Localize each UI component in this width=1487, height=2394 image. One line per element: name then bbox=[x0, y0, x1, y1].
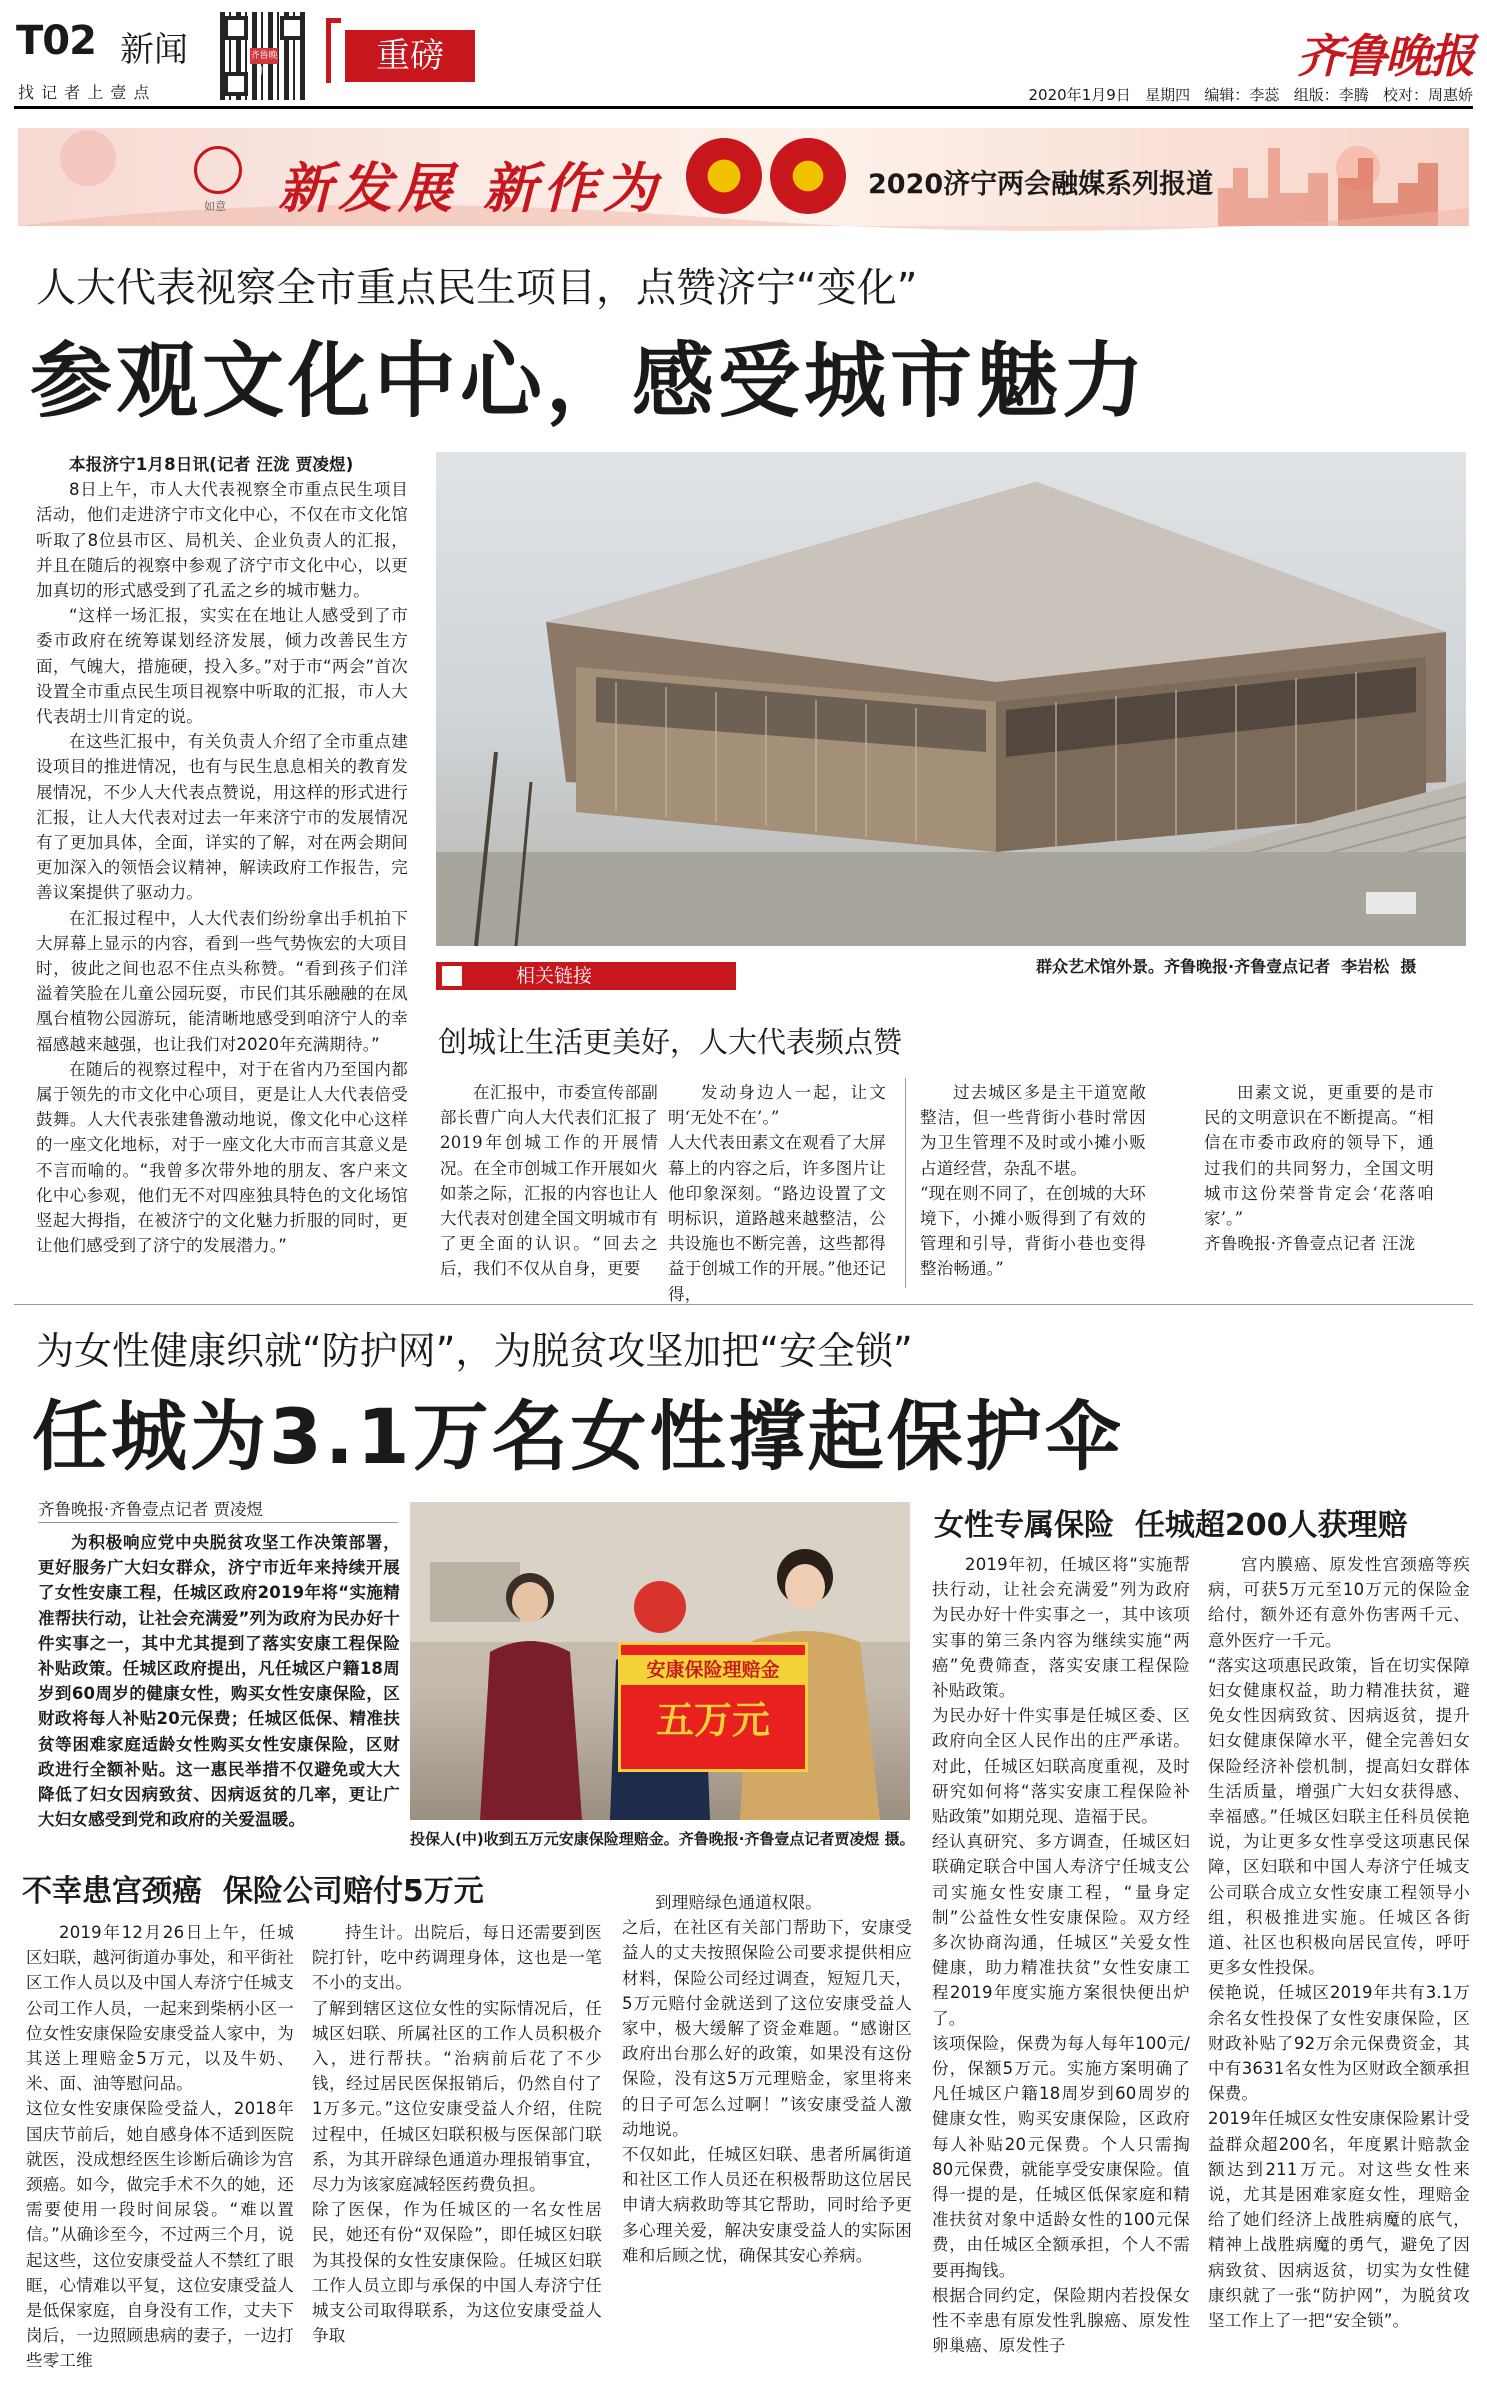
story2-subhead-1: 不幸患宫颈癌 保险公司赔付5万元 bbox=[22, 1874, 484, 1909]
related-col-2 bbox=[668, 1080, 886, 1304]
related-text: 田素文说，更重要的是市民的文明意识在不断提高。“相信在市委市政府的领导下，通过我们的共同努力，全国文明城市这份荣誉肯定会‘花落咱家’。” 齐鲁晚报·齐鲁壹点记者 汪泷 bbox=[1204, 1083, 1434, 1254]
sub1-col-1 bbox=[26, 1920, 294, 2380]
related-tag-label: 相关链接 bbox=[516, 965, 593, 987]
story2-subhead-2: 女性专属保险 任城超200人获理赔 bbox=[934, 1508, 1408, 1543]
related-col-1 bbox=[440, 1080, 658, 1294]
emblem-icon-1 bbox=[686, 138, 762, 214]
header-rule bbox=[14, 106, 1473, 109]
related-tag bbox=[436, 962, 736, 990]
byline-rule bbox=[38, 1522, 398, 1523]
culture-center-photo bbox=[436, 452, 1466, 946]
qr-code-icon[interactable] bbox=[220, 12, 308, 100]
story1-byline: 本报济宁1月8日讯(记者 汪泷 贾凌煜) bbox=[69, 455, 354, 474]
story1-paragraph: 在汇报过程中，人大代表们纷纷拿出手机拍下大屏幕上显示的内容，看到一些气势恢宏的大项目时，彼此之间也忍不住点头称赞。“看到孩子们洋溢着笑脸在儿童公园玩耍，市民们其乐融融的在凤凰台植物公园游玩，能清晰地感受到咱济宁人的幸福感越来越强，也让我们对2020年充满期待。” bbox=[36, 908, 408, 1054]
banner bbox=[18, 128, 1469, 226]
story2-byline: 齐鲁晚报·齐鲁壹点记者 贾凌煜 bbox=[38, 1500, 263, 1519]
dateline: 2020年1月9日 星期四 编辑：李蕊 组版：李腾 校对：周惠娇 bbox=[1028, 86, 1473, 104]
related-col-4 bbox=[1204, 1080, 1434, 1294]
sub1-col-3 bbox=[622, 1890, 912, 2380]
story-separator bbox=[14, 1304, 1473, 1305]
related-title: 创城让生活更美好，人大代表频点赞 bbox=[438, 1025, 903, 1059]
page-number: T02 bbox=[16, 18, 96, 64]
sub2-col-2 bbox=[1208, 1552, 1470, 2382]
banner-series-title: 2020济宁两会融媒系列报道 bbox=[868, 169, 1214, 200]
related-text: 过去城区多是主干道宽敞整洁，但一些背街小巷时常因为卫生管理不及时或小摊小贩占道经营，杂乱不堪。 “现在则不同了，在创城的大环境下，小摊小贩得到了有效的管理和引导，背街小巷也变得整治畅通。” bbox=[920, 1083, 1146, 1279]
claim-board bbox=[618, 1642, 808, 1772]
tag-square-icon bbox=[442, 966, 462, 986]
related-col-3 bbox=[920, 1080, 1146, 1294]
section-tag: 重磅 bbox=[345, 30, 475, 82]
story1-headline: 参观文化中心，感受城市魅力 bbox=[30, 334, 1149, 429]
claim-board-amount: 五万元 bbox=[655, 1698, 770, 1742]
sub1-text: 到理赔绿色通道权限。 之后，在社区有关部门帮助下，安康受益人的丈夫按照保险公司要求提供相应材料，保险公司经过调查，短短几天，5万元赔付金就送到了这位安康受益人家中，极大缓解了资金难题。“感谢区政府出台那么好的政策，如果没有这份保险，没有这5万元理赔金，家里将来的日子可怎么过啊！”该安康受益人激动地说。 不仅如此，任城区妇联、患者所属街道和社区工作人员还在积极帮助这位居民申请大病救助等其它帮助，同时给予更多心理关爱，解决安康受益人的实际困难和后顾之忧，确保其安心养病。 bbox=[622, 1893, 912, 2265]
story1-paragraph: “这样一场汇报，实实在在地让人感受到了市委市政府在统筹谋划经济发展，倾力改善民生方面，气魄大，措施硬，投入多。”对于市“两会”首次设置全市重点民生项目视察中听取的汇报，市人大代表胡士川肯定的说。 bbox=[36, 606, 408, 727]
story2-headline: 任城为3.1万名女性撑起保护伞 bbox=[32, 1392, 1124, 1481]
banner-logo-icon bbox=[194, 146, 242, 194]
banner-slogan: 新发展 新作为 bbox=[278, 156, 663, 220]
sub1-text: 持生计。出院后，每日还需要到医院打针，吃中药调理身体，这也是一笔不小的支出。 了解到辖区这位女性的实际情况后，任城区妇联、所属社区的工作人员积极介入，进行帮扶。“治病前后花了不少钱，经过居民医保报销后，仍然自付了1万多元。”这位安康受益人介绍，住院过程中，任城区妇联积极与医保部门联系，为其开辟绿色通道办理报销事宜，尽力为该家庭减轻医药费负担。 除了医保，作为任城区的一名女性居民，她还有份“双保险”，即任城区妇联为其投保的女性安康保险。任城区妇联工作人员立即与承保的中国人寿济宁任城支公司取得联系，为这位安康受益人争取 bbox=[312, 1923, 602, 2346]
sub2-col-1 bbox=[932, 1552, 1190, 2382]
sub1-col-2 bbox=[312, 1920, 602, 2380]
story2-lead-text: 为积极响应党中央脱贫攻坚工作决策部署，更好服务广大妇女群众，济宁市近年来持续开展了女性安康工程，任城区政府2019年将“实施精准帮扶行动，让社会充满爱”列为政府为民办好十件实事之一，其中尤其提到了落实安康工程保险补贴政策。任城区政府提出，凡任城区户籍18周岁到60周岁的健康女性，购买女性安康保险，区财政将每人补贴20元保费；任城区低保、精准扶贫等困难家庭适龄女性购买女性安康保险，区财政进行全额补贴。这一惠民举措不仅避免或大大降低了妇女因病致贫、因病返贫的几率，更让广大妇女感受到党和政府的关爱温暖。 bbox=[38, 1533, 400, 1830]
story1-paragraph: 在随后的视察过程中，对于在省内乃至国内都属于领先的市文化中心项目，更是让人大代表倍受鼓舞。人大代表张建鲁激动地说，像文化中心这样的一座文化地标，对于一座文化大市而言其意义是不言而喻的。“我曾多次带外地的朋友、客户来文化中心参观，他们无不对四座独具特色的文化场馆竖起大拇指，在被济宁的文化魅力折服的同时，更让他们感受到了济宁的发展潜力。” bbox=[36, 1059, 408, 1256]
sub2-text: 2019年初，任城区将“实施帮扶行动，让社会充满爱”列为政府为民办好十件实事之一，其中该项实事的第三条内容为继续实施“两癌”免费筛查，落实安康工程保险补贴政策。 为民办好十件实事是任城区委、区政府向全区人民作出的庄严承诺。对此，任城区妇联高度重视，及时研究如何将“落实安康工程保险补贴政策”如期兑现、造福于民。 经认真研究、多方调查，任城区妇联确定联合中国人寿济宁任城支公司实施女性安康工程，“量身定制”公益性女性安康保险。双方经多次协商沟通，任城区“关爱女性健康，助力精准扶贫”女性安康工程2019年度实施方案很快便出炉了。 该项保险，保费为每人每年100元/份，保额5万元。实施方案明确了凡任城区户籍18周岁到60周岁的健康女性，购买安康保险，区政府每人补贴20元保费。个人只需掏80元保费，就能享受安康保险。值得一提的是，任城区低保家庭和精准扶贫对象中适龄女性的100元保费，由任城区全额承担，个人不需要再掏钱。 根据合同约定，保险期内若投保女性不幸患有原发性乳腺癌、原发性卵巢癌、原发性子 bbox=[932, 1555, 1190, 2356]
insurance-photo-caption: 投保人(中)收到五万元安康保险理赔金。齐鲁晚报·齐鲁壹点记者贾凌煜 摄。 bbox=[410, 1830, 915, 1848]
header-slogan: 找 记 者 上 壹 点 bbox=[18, 83, 151, 102]
sub2-text: 宫内膜癌、原发性宫颈癌等疾病，可获5万元至10万元的保险金给付，额外还有意外伤害两千元、意外医疗一千元。 “落实这项惠民政策，旨在切实保障妇女健康权益，助力精准扶贫，避免女性因病致贫、因病返贫，提升妇女健康保障水平，健全完善妇女保险经济补偿机制，提高妇女群体生活质量，增强广大妇女获得感、幸福感。”任城区妇联主任科员侯艳说，为让更多女性享受这项惠民保障，区妇联和中国人寿济宁任城支公司联合成立女性安康工程领导小组，积极推进实施。任城区各街道、社区也积极向居民宣传，呼吁更多女性投保。 侯艳说，任城区2019年共有3.1万余名女性投保了女性安康保险，区财政补贴了92万余元保费资金，其中有3631名女性为区财政全额承担保费。 2019年任城区女性安康保险累计受益群众超200名，年度累计赔款金额达到211万元。对这些女性来说，尤其是困难家庭女性，理赔金给了她们经济上战胜病魔的底气，精神上战胜病魔的勇气，避免了因病致贫、因病返贫，切实为女性健康织就了一张“防护网”，为脱贫攻坚工作上了一把“安全锁”。 bbox=[1208, 1555, 1470, 2331]
story2-lead bbox=[38, 1530, 400, 1850]
culture-photo-caption: 群众艺术馆外景。齐鲁晚报·齐鲁壹点记者 李岩松 摄 bbox=[1036, 957, 1417, 976]
related-text: 在汇报中，市委宣传部副部长曹广向人大代表们汇报了2019年创城工作的开展情况。在全市创城工作开展如火如荼之际，汇报的内容也让人大代表对创建全国文明城市有了更全面的认识。“回去之后，我们不仅从自身，更要 bbox=[440, 1083, 658, 1279]
qr-label: 齐鲁晚报 bbox=[250, 48, 278, 64]
related-text: 发动身边人一起，让文明‘无处不在’。” 人大代表田素文在观看了大屏幕上的内容之后，许多图片让他印象深刻。“路边设置了文明标识，道路越来越整洁，公共设施也不断完善，这些都得益于创城工作的开展。”他还记得， bbox=[668, 1083, 886, 1304]
story2-kicker: 为女性健康织就“防护网”，为脱贫攻坚加把“安全锁” bbox=[36, 1329, 913, 1373]
section-name: 新闻 bbox=[120, 30, 188, 70]
story1-kicker: 人大代表视察全市重点民生项目，点赞济宁“变化” bbox=[36, 265, 918, 311]
story1-paragraph: 在这些汇报中，有关负责人介绍了全市重点建设项目的推进情况，也有与民生息息相关的教育发展情况，不少人大代表点赞说，用这样的形式进行汇报，让人大代表对过去一年来济宁市的发展情况有了更加具体，全面，详实的了解，对在两会期间更加深入的领悟会议精神，解读政府工作报告，完善议案提供了驱动力。 bbox=[36, 732, 408, 903]
sub1-text: 2019年12月26日上午，任城区妇联，越河街道办事处，和平街社区工作人员以及中国人寿济宁任城支公司工作人员，一起来到柴柄小区一位女性安康保险安康受益人家中，为其送上理赔金5万元，以及牛奶、米、面、油等慰问品。 这位女性安康保险受益人，2018年国庆节前后，她自感身体不适到医院就医，没成想经医生诊断后确诊为宫颈癌。如今，做完手术不久的她，还需要使用一段时间尿袋。“难以置信。”从确诊至今，不过两三个月，说起这些，这位安康受益人不禁红了眼眶，心情难以平复，这位安康受益人是低保家庭，自身没有工作，丈夫下岗后，一边照顾患病的妻子，一边打些零工维 bbox=[26, 1923, 294, 2371]
column-divider bbox=[905, 1078, 906, 1288]
emblem-icon-2 bbox=[770, 138, 846, 214]
masthead-logo: 齐鲁晚报 bbox=[1297, 29, 1473, 83]
story1-body bbox=[36, 452, 408, 1294]
banner-small-logo: 如意 bbox=[204, 200, 226, 213]
story1-paragraph: 8日上午，市人大代表视察全市重点民生项目活动，他们走进济宁市文化中心，不仅在市文化馆听取了8位县市区、局机关、企业负责人的汇报，并且在随后的视察中参观了济宁市文化中心，以更加真切的形式感受到了孔孟之乡的城市魅力。 bbox=[36, 480, 408, 601]
section-tag-bracket bbox=[326, 18, 341, 83]
claim-board-title: 安康保险理赔金 bbox=[621, 1655, 805, 1685]
insurance-photo bbox=[410, 1502, 910, 1820]
